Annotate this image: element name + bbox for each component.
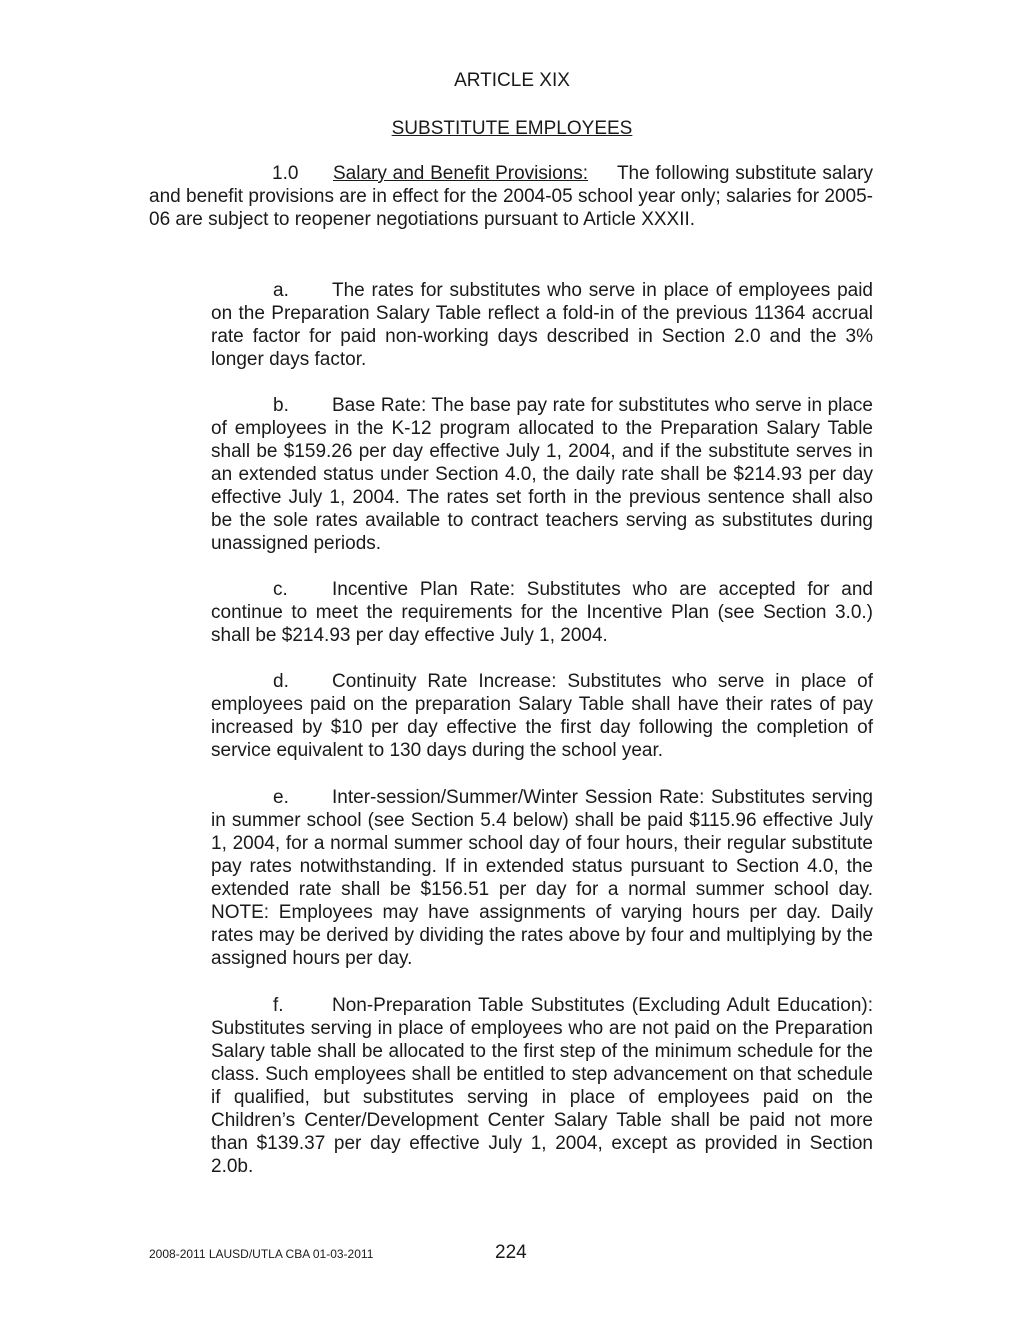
subsection-letter: a. — [273, 280, 289, 301]
subsection-a — [211, 279, 873, 371]
subsection-letter: b. — [273, 395, 289, 416]
subsection-b — [211, 394, 873, 555]
footer-document-id: 2008-2011 LAUSD/UTLA CBA 01-03-2011 — [149, 1247, 374, 1261]
article-title: SUBSTITUTE EMPLOYEES — [391, 118, 633, 139]
subsection-c — [211, 578, 873, 647]
subsection-letter: c. — [273, 579, 288, 600]
subsection-text: Incentive Plan Rate: Substitutes who are accepted for and continue to meet the requirements for the Incentive Plan (see Section 3.0.) shall be $214.93 per day effective July 1, 2004. — [211, 579, 873, 646]
section-number: 1.0 — [272, 163, 299, 184]
article-heading: ARTICLE XIX — [454, 70, 570, 91]
subsection-text: The rates for substitutes who serve in place of employees paid on the Preparation Salary Table reflect a fold-in of the previous 11364 accrual rate factor for paid non-working days described in Section 2.0 and the 3% longer days factor. — [211, 280, 873, 370]
subsection-text: Continuity Rate Increase: Substitutes who serve in place of employees paid on the preparation Salary Table shall have their rates of pay increased by $10 per day effective the first day following the completion of service equivalent to 130 days during the school year. — [211, 671, 873, 761]
section-heading: Salary and Benefit Provisions: — [333, 163, 588, 184]
section-intro-paragraph — [149, 162, 873, 231]
subsection-letter: f. — [273, 995, 284, 1016]
subsection-letter: d. — [273, 671, 289, 692]
subsection-f — [211, 994, 873, 1178]
subsection-e — [211, 786, 873, 970]
subsection-text: Base Rate: The base pay rate for substitutes who serve in place of employees in the K-12 program allocated to the Preparation Salary Table shall be $159.26 per day effective July 1, 2004, and if the substitute serves in an extended status under Section 4.0, the daily rate shall be $214.93 per day effective July 1, 2004. The rates set forth in the previous sentence shall also be the sole rates available to contract teachers serving as substitutes during unassigned periods. — [211, 395, 873, 554]
subsection-text: Non-Preparation Table Substitutes (Excluding Adult Education): Substitutes serving in place of employees who are not paid on the Preparation Salary table shall be allocated to the first step of the minimum schedule for the class. Such employees shall be entitled to step advancement on that schedule if qualified, but substitutes serving in place of employees paid on the Children’s Center/Development Center Salary Table shall be paid not more than $139.37 per day effective July 1, 2004, except as provided in Section 2.0b. — [211, 995, 873, 1177]
subsection-text: Inter-session/Summer/Winter Session Rate: Substitutes serving in summer school (see Section 5.4 below) shall be paid $115.96 effective July 1, 2004, for a normal summer school day of four hours, their regular substitute pay rates notwithstanding. If in extended status pursuant to Section 4.0, the extended rate shall be $156.51 per day for a normal summer school day. NOTE: Employees may have assignments of varying hours per day. Daily rates may be derived by dividing the rates above by four and multiplying by the assigned hours per day. — [211, 787, 873, 969]
subsection-letter: e. — [273, 787, 289, 808]
subsection-d — [211, 670, 873, 762]
page-number: 224 — [495, 1242, 527, 1263]
section-text: The following substitute salary and benefit provisions are in effect for the 2004-05 school year only; salaries for 2005-06 are subject to reopener negotiations pursuant to Article XXXII. — [149, 163, 873, 230]
